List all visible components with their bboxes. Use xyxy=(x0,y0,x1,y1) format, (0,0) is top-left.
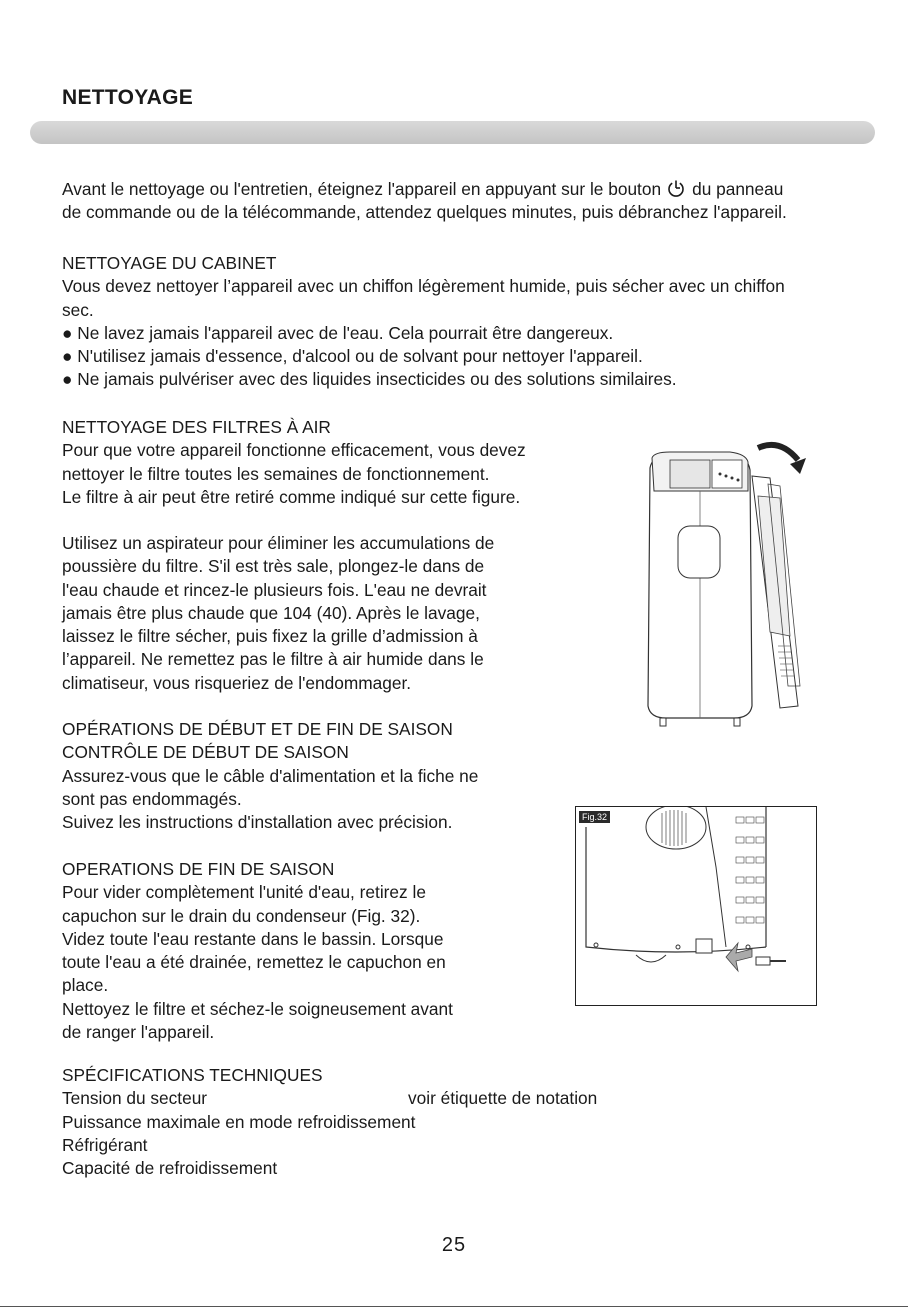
specs-heading: SPÉCIFICATIONS TECHNIQUES xyxy=(62,1065,323,1085)
end-season-line: toute l'eau a été drainée, remettez le capuchon en xyxy=(62,952,446,973)
spec-label: Réfrigérant xyxy=(62,1134,148,1155)
filters-section xyxy=(62,416,526,509)
season-line: Suivez les instructions d'installation avec précision. xyxy=(62,812,453,833)
filters-line: l’appareil. Ne remettez pas le filtre à air humide dans le xyxy=(62,649,484,670)
spec-row xyxy=(62,1111,662,1134)
cabinet-section xyxy=(62,252,785,392)
end-season-section xyxy=(62,858,453,1044)
spec-label: Tension du secteur xyxy=(62,1088,208,1109)
specs-section xyxy=(62,1064,662,1180)
season-section xyxy=(62,718,478,834)
filter-removal-illustration xyxy=(630,436,820,736)
spec-value: voir étiquette de notation xyxy=(408,1088,598,1109)
intro-text-before: Avant le nettoyage ou l'entretien, éteignez l'appareil en appuyant sur le bouton xyxy=(62,179,662,199)
end-season-line: Pour vider complètement l'unité d'eau, retirez le xyxy=(62,882,426,903)
filters-line: jamais être plus chaude que 104 (40). Après le lavage, xyxy=(62,602,480,623)
season-heading: OPÉRATIONS DE DÉBUT ET DE FIN DE SAISON xyxy=(62,719,453,739)
filters-line: l'eau chaude et rincez-le plusieurs fois. L'eau ne devrait xyxy=(62,579,487,600)
figure-label: Fig.32 xyxy=(579,811,610,823)
season-line: Assurez-vous que le câble d'alimentation et la fiche ne xyxy=(62,765,479,786)
spec-label: Capacité de refroidissement xyxy=(62,1158,278,1179)
spec-label: Puissance maximale en mode refroidissement xyxy=(62,1111,416,1132)
intro-text-after: du panneau xyxy=(692,179,784,199)
end-season-line: capuchon sur le drain du condenseur (Fig. 32). xyxy=(62,905,421,926)
cabinet-line: sec. xyxy=(62,299,94,320)
spec-row xyxy=(62,1087,662,1110)
season-subheading: CONTRÔLE DE DÉBUT DE SAISON xyxy=(62,742,349,763)
filters-line: laissez le filtre sécher, puis fixez la grille d’admission à xyxy=(62,626,478,647)
end-season-line: place. xyxy=(62,975,109,996)
end-season-line: de ranger l'appareil. xyxy=(62,1022,215,1043)
cabinet-bullet: ● Ne jamais pulvériser avec des liquides insecticides ou des solutions similaires. xyxy=(62,369,677,390)
end-season-heading: OPERATIONS DE FIN DE SAISON xyxy=(62,859,335,879)
page-title: NETTOYAGE xyxy=(62,86,194,109)
filters-heading: NETTOYAGE DES FILTRES À AIR xyxy=(62,417,331,437)
cabinet-bullet: ● N'utilisez jamais d'essence, d'alcool ou de solvant pour nettoyer l'appareil. xyxy=(62,346,643,367)
filters-line: nettoyer le filtre toutes les semaines de fonctionnement. xyxy=(62,463,490,484)
end-season-line: Nettoyez le filtre et séchez-le soigneusement avant xyxy=(62,998,453,1019)
cabinet-line: Vous devez nettoyer l’appareil avec un chiffon légèrement humide, puis sécher avec un chiffon xyxy=(62,276,785,297)
title-divider-bar xyxy=(30,121,875,144)
spec-row xyxy=(62,1157,662,1180)
spec-row xyxy=(62,1134,662,1157)
filters-line: Le filtre à air peut être retiré comme indiqué sur cette figure. xyxy=(62,486,521,507)
filters-line: climatiseur, vous risqueriez de l'endommager. xyxy=(62,672,412,693)
drain-cap-figure xyxy=(575,806,817,1006)
filters-line: poussière du filtre. S'il est très sale, plongez-le dans de xyxy=(62,556,485,577)
filters-line: Utilisez un aspirateur pour éliminer les accumulations de xyxy=(62,533,495,553)
footer-line xyxy=(0,1306,908,1307)
power-icon xyxy=(666,178,686,198)
cabinet-heading: NETTOYAGE DU CABINET xyxy=(62,253,277,273)
season-line: sont pas endommagés. xyxy=(62,788,242,809)
page-number: 25 xyxy=(441,1234,467,1256)
filters-line: Pour que votre appareil fonctionne efficacement, vous devez xyxy=(62,440,526,461)
cabinet-bullet: ● Ne lavez jamais l'appareil avec de l'eau. Cela pourrait être dangereux. xyxy=(62,322,614,343)
filters-cleaning-paragraph xyxy=(62,532,494,695)
end-season-line: Videz toute l'eau restante dans le bassin. Lorsque xyxy=(62,928,444,949)
intro-paragraph xyxy=(62,178,787,225)
intro-line-2: de commande ou de la télécommande, attendez quelques minutes, puis débranchez l'appareil. xyxy=(62,202,787,223)
